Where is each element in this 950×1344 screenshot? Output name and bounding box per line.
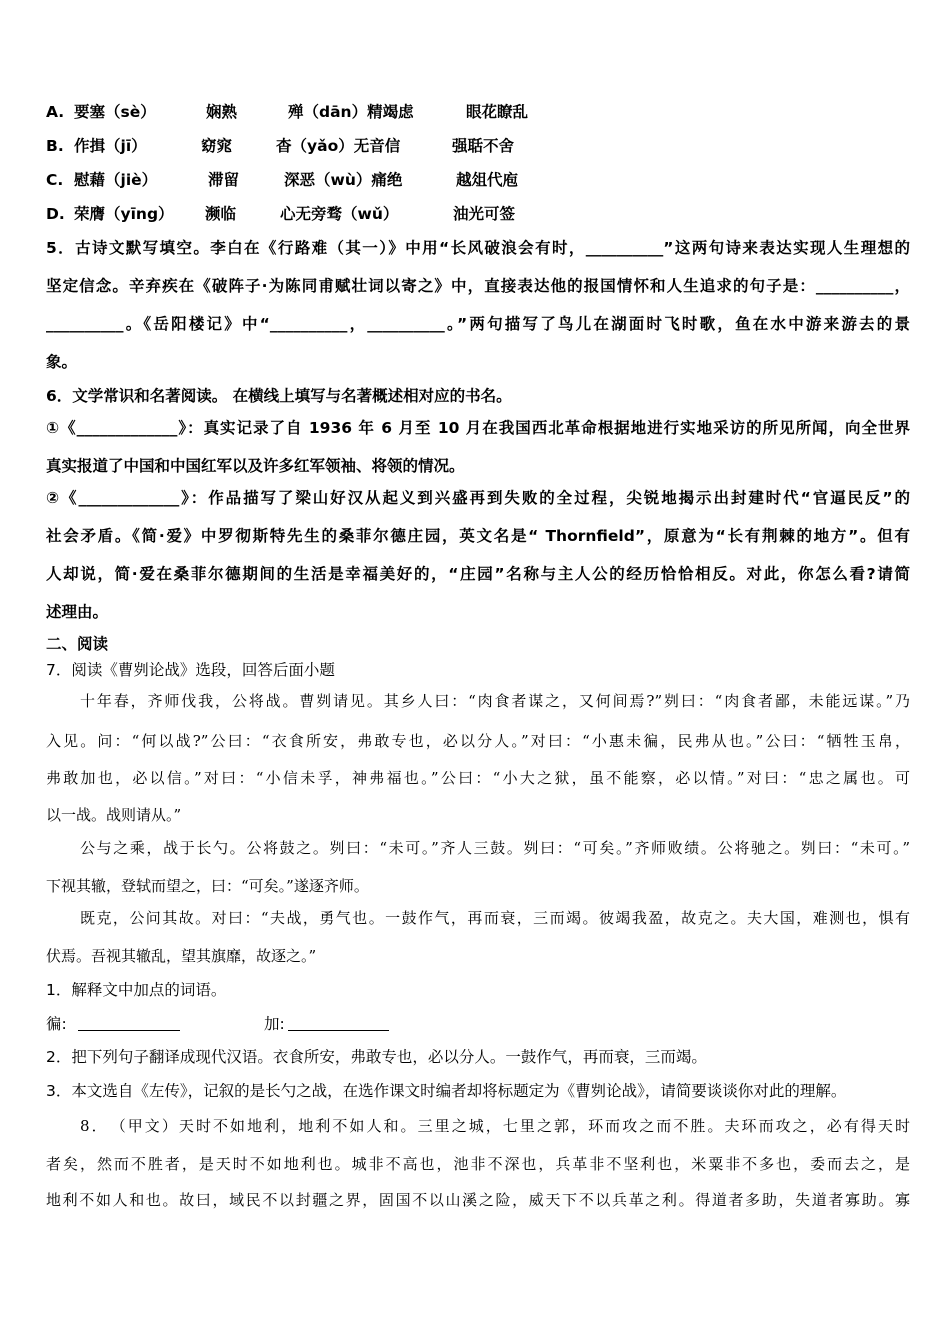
option-item: 荣膺（yīng） bbox=[74, 205, 174, 223]
option-label: A. bbox=[46, 103, 65, 121]
q8-line: 者矣，然而不胜者，是天时不如地利也。城非不高也，池非不深也，兵革非不坚利也，米粟非不多也，委而去之，是 bbox=[46, 1155, 910, 1173]
passage-line: 弗敢加也，必以信。”对曰：“小信未孚，神弗福也。”公曰：“小大之狱，虽不能察，必以情。”对曰：“忠之属也。可 bbox=[46, 769, 910, 787]
option-item: 殚（dān）精竭虑 bbox=[288, 103, 414, 121]
option-item: 慰藉（jiè） bbox=[74, 171, 158, 189]
option-item: 深恶（wù）痛绝 bbox=[284, 171, 403, 189]
q5-line: __________。《岳阳楼记》中“__________，__________。”两句描写了鸟儿在湖面时飞时歌，鱼在水中游来游去的景 bbox=[46, 315, 910, 333]
section-heading: 二、阅读 bbox=[46, 635, 109, 653]
option-item: 心无旁骛（wǔ） bbox=[280, 205, 399, 223]
sub-question-3: 3．本文选自《左传》，记叙的是长勺之战，在选作课文时编者却将标题定为《曹刿论战》，请简要谈谈你对此的理解。 bbox=[46, 1082, 847, 1100]
answer-blank[interactable] bbox=[288, 1016, 389, 1031]
passage-line: 下视其辙，登轼而望之，曰：“可矣。”遂逐齐师。 bbox=[46, 877, 369, 895]
q6-item2-line: ②《_____________》：作品描写了梁山好汉从起义到兴盛再到失败的全过程，尖锐地揭示出封建时代“官逼民反”的 bbox=[46, 489, 910, 507]
option-label: C. bbox=[46, 171, 64, 189]
q5-line: 象。 bbox=[46, 353, 78, 371]
option-item: 强聒不舍 bbox=[452, 137, 515, 155]
q6-title: 6．文学常识和名著阅读。 在横线上填写与名著概述相对应的书名。 bbox=[46, 387, 512, 405]
option-item: 滞留 bbox=[208, 171, 240, 189]
q6-item2-line: 述理由。 bbox=[46, 603, 109, 621]
option-item: 濒临 bbox=[205, 205, 237, 223]
option-item: 眼花瞭乱 bbox=[466, 103, 529, 121]
passage-line: 十年春，齐师伐我，公将战。曹刿请见。其乡人曰：“肉食者谋之，又何间焉?”刿曰：“肉食者鄙，未能远谋。”乃 bbox=[80, 692, 910, 710]
q5-line: 5．古诗文默写填空。李白在《行路难（其一）》中用“长风破浪会有时，__________”这两句诗来表达实现人生理想的 bbox=[46, 239, 910, 257]
option-item: 要塞（sè） bbox=[74, 103, 156, 121]
option-label: D. bbox=[46, 205, 65, 223]
blank-label: 加: bbox=[264, 1015, 285, 1033]
q5-line: 坚定信念。辛弃疾在《破阵子·为陈同甫赋壮词以寄之》中，直接表达他的报国情怀和人生追求的句子是：__________， bbox=[46, 277, 910, 295]
option-item: 油光可签 bbox=[453, 205, 516, 223]
option-item: 作揖（jī） bbox=[74, 137, 147, 155]
blank-label: 徧: bbox=[46, 1015, 67, 1033]
passage-line: 以一战。战则请从。” bbox=[46, 806, 182, 824]
option-item: 杳（yǎo）无音信 bbox=[276, 137, 401, 155]
answer-blank[interactable] bbox=[78, 1016, 180, 1031]
sub-question-1: 1．解释文中加点的词语。 bbox=[46, 981, 227, 999]
q6-item1-line: ①《_____________》：真实记录了自 1936 年 6 月至 10 月在我国西北革命根据地进行实地采访的所见所闻，向全世界 bbox=[46, 419, 910, 437]
passage-line: 伏焉。吾视其辙乱，望其旗靡，故逐之。” bbox=[46, 947, 317, 965]
option-item: 窈窕 bbox=[201, 137, 233, 155]
option-item: 越俎代庖 bbox=[456, 171, 519, 189]
sub-question-2: 2．把下列句子翻译成现代汉语。衣食所安，弗敢专也，必以分人。一鼓作气，再而衰，三而竭。 bbox=[46, 1048, 707, 1066]
option-item: 娴熟 bbox=[206, 103, 238, 121]
q8-line: 8． （甲文）天时不如地利，地利不如人和。三里之城，七里之郭，环而攻之而不胜。夫环而攻之，必有得天时 bbox=[80, 1117, 910, 1135]
option-label: B. bbox=[46, 137, 64, 155]
q6-item1-line: 真实报道了中国和中国红军以及许多红军领袖、将领的情况。 bbox=[46, 457, 465, 475]
passage-line: 入见。问：“何以战?”公曰：“衣食所安，弗敢专也，必以分人。”对曰：“小惠未徧，民弗从也。”公曰：“牺牲玉帛， bbox=[46, 732, 910, 750]
q6-item2-line: 人却说，简·爱在桑菲尔德期间的生活是幸福美好的，“庄园”名称与主人公的经历恰恰相反。对此，你怎么看?请简 bbox=[46, 565, 910, 583]
q6-item2-line: 社会矛盾。《简·爱》中罗彻斯特先生的桑菲尔德庄园，英文名是“ Thornfield”，原意为“长有荆棘的地方”。但有 bbox=[46, 527, 910, 545]
q8-line: 地利不如人和也。故曰，域民不以封疆之界，固国不以山溪之险，威天下不以兵革之利。得道者多助，失道者寡助。寡 bbox=[46, 1191, 910, 1209]
q7-title: 7．阅读《曹刿论战》选段，回答后面小题 bbox=[46, 661, 335, 679]
passage-line: 公与之乘，战于长勺。公将鼓之。刿曰：“未可。”齐人三鼓。刿曰：“可矣。”齐师败绩。公将驰之。刿曰：“未可。” bbox=[80, 839, 910, 857]
passage-line: 既克，公问其故。对曰：“夫战，勇气也。一鼓作气，再而衰，三而竭。彼竭我盈，故克之。夫大国，难测也，惧有 bbox=[80, 909, 910, 927]
